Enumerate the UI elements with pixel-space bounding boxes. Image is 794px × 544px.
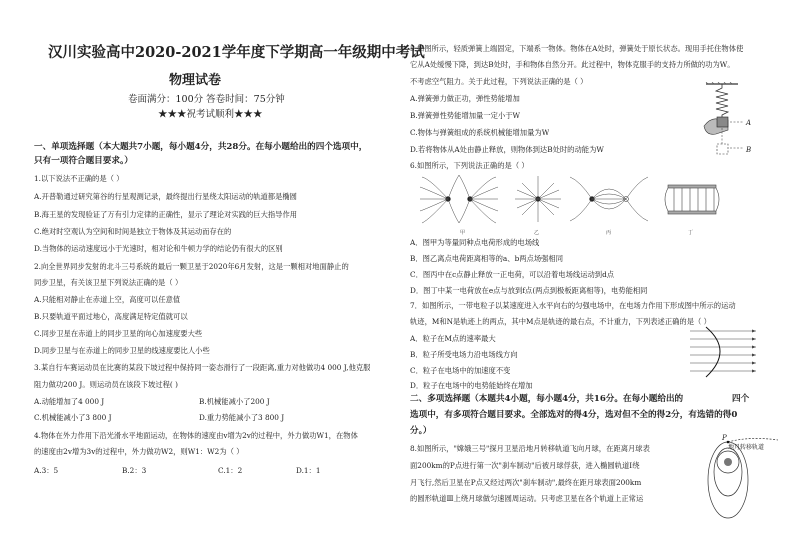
figure-caption-yi: 乙: [534, 230, 540, 236]
trajectory-figure: [688, 325, 760, 381]
spring-figure: [698, 82, 758, 168]
orbit-label-transfer: 地月转移轨道: [728, 444, 765, 451]
q6-option-a: A．图甲为等量同种点电荷形成的电场线: [410, 238, 540, 247]
q5-stem-2: 它从A处缓慢下降，到达B处时，手和物体自然分开。此过程中，物体克服手的支持力所做的功为W。: [410, 60, 735, 69]
q3-option-a: A.动能增加了4 000 J: [34, 397, 105, 406]
q1-option-b: B.海王星的发现验证了万有引力定律的正确性，显示了理论对实践的巨大指导作用: [34, 210, 298, 219]
q2-option-b: B.只要轨道平面过地心，高度满足特定值就可以: [34, 312, 188, 321]
q1-option-c: C.绝对时空观认为空间和时间是独立于物体及其运动而存在的: [34, 227, 232, 236]
q5-option-a: A.弹簧弹力做正功，弹性势能增加: [410, 94, 520, 103]
q3-stem-1: 3.某自行车赛运动员在比赛的某段下坡过程中保持同一姿态滑行了一段距离,重力对他做功4 000 J,他克服: [34, 363, 371, 372]
q8-stem-4: 的圆形轨道Ⅲ上绕月球做匀速圆周运动。只考虑卫星在各个轨道上正常运: [410, 494, 644, 503]
field-line-figures: [420, 175, 720, 233]
q2-option-a: A.只能相对静止在赤道上空，高度可以任意值: [34, 295, 181, 304]
q2-option-c: C.同步卫星在赤道上的同步卫星的向心加速度要大些: [34, 329, 203, 338]
q2-stem-1: 2.向全世界同步发射的北斗三号系统的最后一颗卫星于2020年6月发射，这是一颗相对地面静止的: [34, 262, 349, 271]
q8-stem-1: 8.如图所示，"嫦娥三号"探月卫星沿地月转移轨道飞向月球，在距离月球表: [410, 444, 650, 453]
section2-heading-1b: 四个: [732, 394, 750, 404]
q3-option-c: C.机械能减小了3 800 J: [34, 413, 112, 422]
q6-stem: 6.如图所示，下列说法正确的是（ ）: [410, 161, 529, 170]
q5-stem-3: 不考虑空气阻力。关于此过程，下列说法正确的是（ ）: [410, 77, 588, 86]
q5-option-b: B.弹簧弹性势能增加量一定小于W: [410, 111, 521, 120]
exam-blessing: ★★★祝考试顺利★★★: [158, 109, 263, 120]
q8-stem-3: 月飞行,然后卫星在P点又经过两次"刹车制动",最终在距月球表面200km: [410, 478, 642, 487]
section1-heading-2: 只有一项符合题目要求。）: [34, 156, 133, 166]
figure-caption-ding: 丁: [688, 230, 694, 236]
spring-label-b: B: [746, 146, 752, 154]
exam-subtitle: 物理试卷: [169, 73, 222, 88]
q4-option-d: D.1：1: [296, 466, 321, 475]
orbit-label-p: P: [722, 434, 727, 442]
figure-caption-bing: 丙: [606, 230, 612, 236]
q8-stem-2: 面200km的P点进行第一次"刹车制动"后被月球俘获，进入椭圆轨道Ⅰ绕: [410, 461, 640, 470]
q7-option-b: B．粒子所受电场力沿电场线方向: [410, 350, 518, 359]
exam-meta: 卷面满分：100分 答卷时间：75分钟: [128, 94, 285, 105]
q6-option-b: B．图乙离点电荷距离相等的a、b两点场强相同: [410, 254, 564, 263]
q6-option-d: D．图丁中某一电荷放在e点与放到f点(两点到极板距离相等)，电势能相同: [410, 286, 648, 295]
q3-option-b: B.机械能减小了200 J: [199, 397, 270, 406]
q7-stem-2: 轨迹，M和N是轨迹上的两点，其中M点是轨迹的最右点，不计重力，下列表述正确的是（ ）: [410, 317, 711, 326]
figure-caption-jia: 甲: [460, 230, 466, 236]
q3-stem-2: 阻力做功200 J。则运动员在该段下坡过程( ): [34, 380, 178, 389]
q2-stem-2: 同步卫星，有关该卫星下列说法正确的是（ ）: [34, 278, 183, 287]
q2-option-d: D.同步卫星与在赤道上的同步卫星的线速度要比人小些: [34, 346, 210, 355]
q4-stem-2: 的速度由2v增为3v的过程中，外力做功W2，则W1：W2为（ ）: [34, 447, 244, 456]
q5-option-d: D.若将物体从A处由静止释放，则物体到达B处时的动能为W: [410, 145, 604, 154]
q1-option-a: A.开普勒通过研究第谷的行星观测记录，最终提出行星绕太阳运动的轨道都是椭圆: [34, 192, 297, 201]
q3-option-d: D.重力势能减小了3 800 J: [199, 413, 285, 422]
spring-label-a: A: [746, 119, 752, 127]
q5-option-c: C.物体与弹簧组成的系统机械能增加量为W: [410, 128, 550, 137]
q7-stem-1: 7．如图所示，一带电粒子以某速度进入水平向右的匀强电场中，在电场力作用下形成图中所示的运动: [410, 301, 736, 310]
section2-heading-3: 分。）: [410, 426, 432, 436]
q6-option-c: C．图丙中在c点静止释放一正电荷，可以沿着电场线运动到d点: [410, 270, 615, 279]
q4-stem-1: 4.物体在外力作用下沿光滑水平地面运动，在物体的速度由v增为2v的过程中，外力做功W1，在物体: [34, 431, 358, 440]
q4-option-b: B.2：3: [122, 466, 147, 475]
q4-option-c: C.1：2: [218, 466, 243, 475]
section2-heading-2: 选项中，有多项符合题目要求。全部选对的得4分，选对但不全的得2分，有选错的得0: [410, 410, 738, 420]
q1-option-d: D.当物体的运动速度远小于光速时，相对论和牛顿力学的结论仍有很大的区别: [34, 244, 283, 253]
q7-option-d: D．粒子在电场中的电势能始终在增加: [410, 381, 533, 390]
section1-heading: 一、单项选择题（本大题共7小题，每小题4分，共28分。在每小题给出的四个选项中，: [34, 142, 368, 152]
q1-stem: 1.以下说法不正确的是（ ）: [34, 174, 124, 183]
section2-heading-1: 二、多项选择题（本题共4小题，每小题4分，共16分。在每小题给出的: [410, 394, 684, 404]
q7-option-a: A．粒子在M点的速率最大: [410, 334, 496, 343]
exam-title: 汉川实验高中2020-2021学年度下学期高一年级期中考试: [48, 44, 425, 61]
q5-stem-1: 5.如图所示，轻质弹簧上端固定，下端系一物体。物体在A处时，弹簧处于原长状态。现用手托住物体使: [410, 44, 744, 53]
q4-option-a: A.3：5: [34, 466, 59, 475]
q7-option-c: C．粒子在电场中的加速度不变: [410, 366, 511, 375]
